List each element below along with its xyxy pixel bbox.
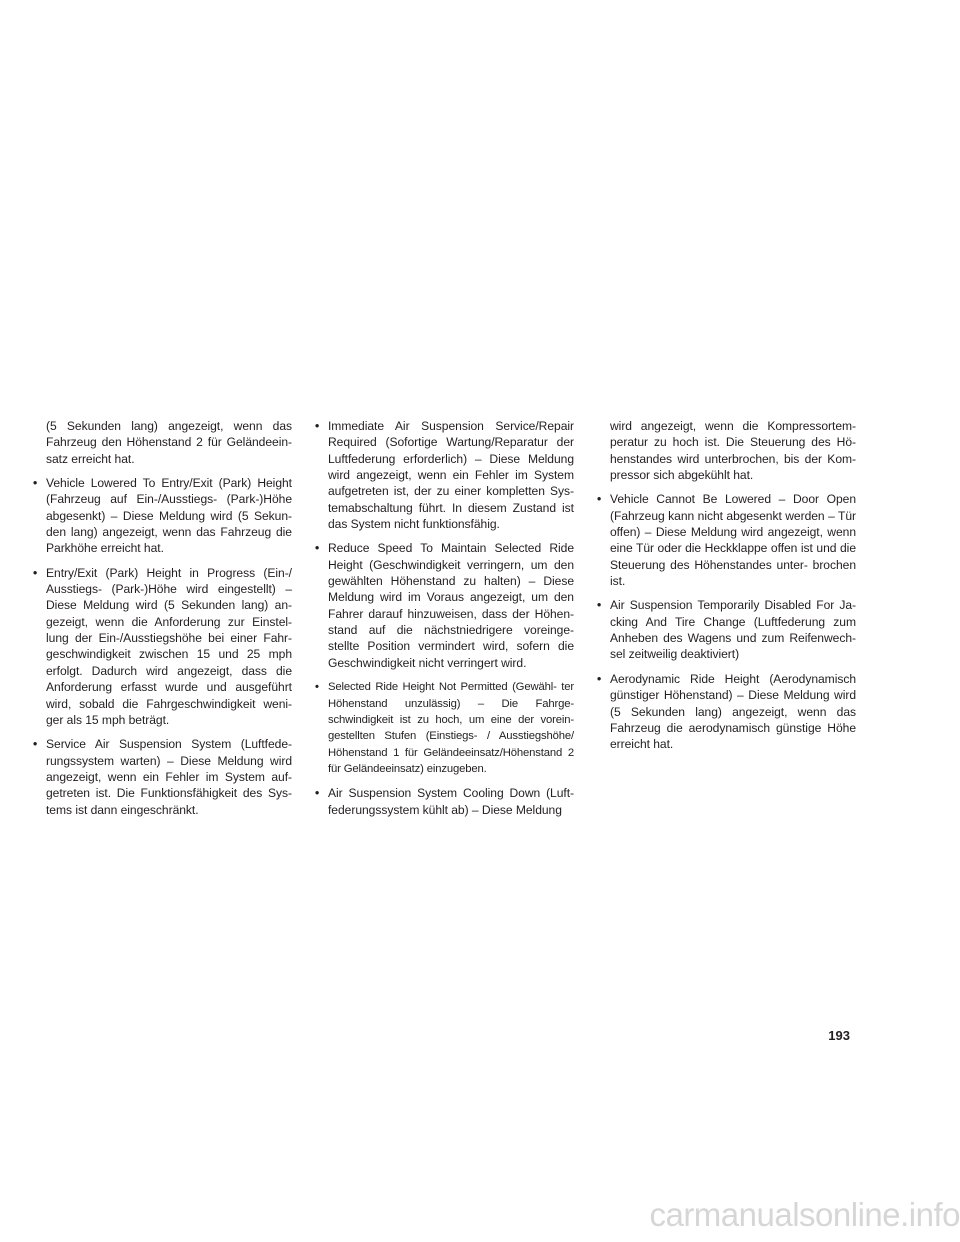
list-item <box>30 565 292 728</box>
continuation-paragraph: wird angezeigt, wenn die Kompressortem- peratur zu hoch ist. Die Steuerung des Hö- henstandes wird unterbrochen, bis der Kom- pressor sich abgekühlt hat. <box>610 419 856 483</box>
bullet-icon: • <box>315 786 320 801</box>
list-item <box>312 679 574 777</box>
list-item <box>30 736 292 818</box>
text-column-middle <box>312 418 574 826</box>
list-item-text: Service Air Suspension System (Luftfede- rungssystem warten) – Diese Meldung wird angezeigt, wenn ein Fehler im System auf- getreten ist. Die Funktionsfähigkeit des Sys- tems ist dann eingeschränkt. <box>46 737 292 817</box>
bullet-icon: • <box>33 737 38 752</box>
bullet-icon: • <box>33 565 38 580</box>
list-item <box>30 475 292 557</box>
list-item-text: Entry/Exit (Park) Height in Progress (Ein-/ Ausstiegs- (Park-)Höhe wird eingestellt) – Diese Meldung wird (5 Sekunden lang) an- gezeigt, wenn die Anforderung zur Einstel- lung der Ein-/Ausstiegshöhe bei einer Fahr- geschwindigkeit zwischen 15 und 25 mph erfolgt. Dadurch wird angezeigt, dass die Anforderung erfasst wurde und ausgeführt wird, sobald die Fahrgeschwindigkeit weni- ger als 15 mph beträgt. <box>46 565 292 727</box>
bullet-list <box>594 491 856 752</box>
list-item-text: Vehicle Lowered To Entry/Exit (Park) Height (Fahrzeug auf Ein-/Ausstiegs- (Park-)Höhe abgesenkt) – Diese Meldung wird (5 Sekun- den lang) angezeigt, wenn das Fahrzeug die Parkhöhe erreicht hat. <box>46 476 292 556</box>
list-item-text: Air Suspension System Cooling Down (Luft- federungssystem kühlt ab) – Diese Meldung <box>328 786 574 817</box>
bullet-icon: • <box>597 598 602 613</box>
list-item <box>312 785 574 818</box>
list-item-text: Air Suspension Temporarily Disabled For Ja- cking And Tire Change (Luftfederung zum Anheben des Wagens und zum Reifenwech- sel zeitweilig deaktiviert) <box>610 598 856 662</box>
bullet-list <box>312 418 574 818</box>
bullet-icon: • <box>315 681 319 694</box>
bullet-icon: • <box>315 419 320 433</box>
bullet-icon: • <box>33 476 38 491</box>
text-column-right <box>594 418 856 761</box>
list-item-text: Reduce Speed To Maintain Selected Ride Height (Geschwindigkeit verringern, um den gewählten Höhenstand zu halten) – Diese Meldung wird im Voraus angezeigt, um den Fahrer darauf hinzuweisen, dass der Höhen- stand auf die nächstniedrigere voreinge- stellte Position vermindert wird, sofern die Geschwindigkeit nicht verringert wird. <box>328 541 574 670</box>
list-item <box>594 671 856 753</box>
text-column-left <box>30 418 292 826</box>
list-item-text: Immediate Air Suspension Service/Repair Required (Sofortige Wartung/Reparatur der Luftfederung erforderlich) – Diese Meldung wird angezeigt, wenn ein Fehler im System aufgetreten ist, der zu einer kompletten Sys- temabschaltung führt. In diesem Zustand ist das System nicht funktionsfähig. <box>328 419 574 532</box>
watermark: carmanualsonline.info <box>649 1196 960 1233</box>
page-number: 193 <box>828 1028 850 1043</box>
bullet-list <box>30 475 292 818</box>
bullet-icon: • <box>597 492 602 507</box>
list-item <box>312 418 574 532</box>
bullet-icon: • <box>597 671 602 686</box>
list-item-text: Aerodynamic Ride Height (Aerodynamisch günstiger Höhenstand) – Diese Meldung wird (5 Sekunden lang) angezeigt, wenn das Fahrzeug die aerodynamisch günstige Höhe erreicht hat. <box>610 671 856 752</box>
continuation-paragraph: (5 Sekunden lang) angezeigt, wenn das Fahrzeug den Höhenstand 2 für Geländeein- satz erreicht hat. <box>46 419 292 466</box>
list-item-text: Selected Ride Height Not Permitted (Gewähl- ter Höhenstand unzulässig) – Die Fahrge- schwindigkeit ist zu hoch, um eine der vorein- gestellten Stufen (Einstiegs- / Ausstiegshöhe/ Höhenstand 1 für Geländeeinsatz/Höhenstand 2 für Geländeeinsatz) einzugeben. <box>328 681 574 775</box>
list-item-text: Vehicle Cannot Be Lowered – Door Open (Fahrzeug kann nicht abgesenkt werden – Tür offen) – Diese Meldung wird angezeigt, wenn eine Tür oder die Heckklappe offen ist und die Steuerung des Höhenstandes unter- brochen ist. <box>610 492 856 589</box>
bullet-icon: • <box>315 541 320 556</box>
list-item <box>594 491 856 589</box>
list-item <box>312 540 574 671</box>
list-item <box>594 597 856 662</box>
